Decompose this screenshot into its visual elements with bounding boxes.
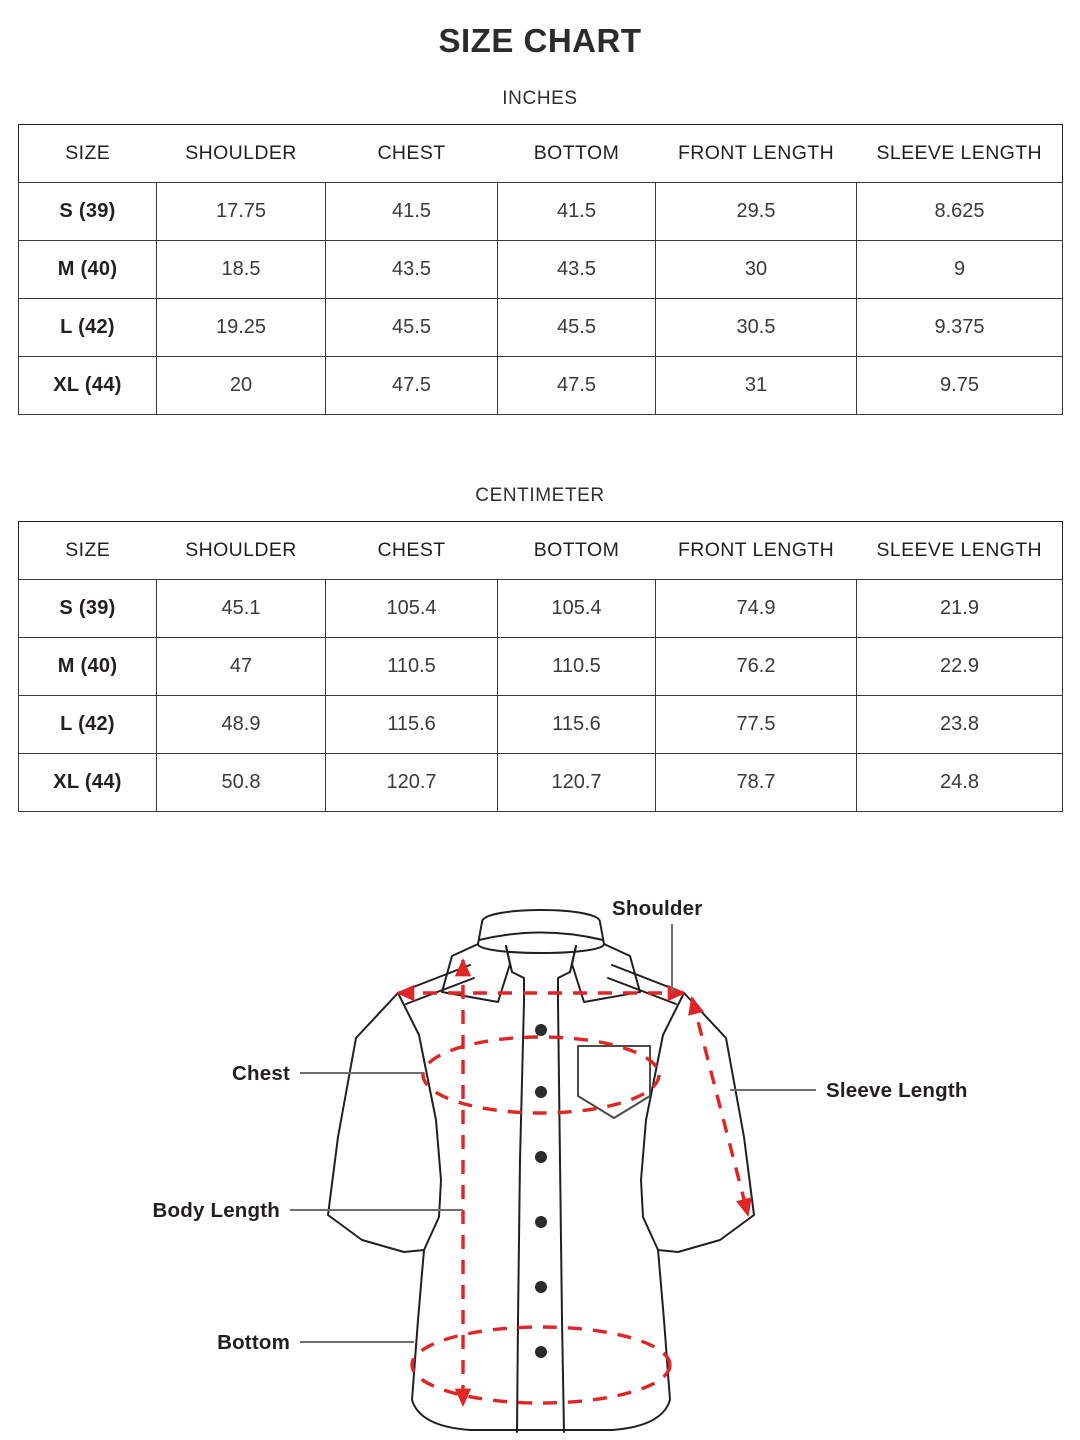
cell-shoulder: 18.5 [157,241,326,299]
cell-bottom: 120.7 [498,754,656,812]
cell-front-length: 30 [656,241,857,299]
cell-chest: 43.5 [326,241,498,299]
column-header-front-length: FRONT LENGTH [677,539,835,561]
cell-front-length: 76.2 [656,638,857,696]
column-header-front-length: FRONT LENGTH [677,142,835,164]
cell-chest: 115.6 [326,696,498,754]
collar-band-seam [479,933,603,941]
cell-size: S (39) [19,183,157,241]
left-sleeve-outline [328,993,424,1252]
chest-measure-ellipse [423,1037,659,1113]
label-body-length: Body Length [152,1199,280,1222]
cell-front-length: 29.5 [656,183,857,241]
column-header-chest: CHEST [377,539,446,561]
chest-pocket [578,1046,650,1118]
column-header-bottom: BOTTOM [533,142,620,164]
cell-size: L (42) [19,696,157,754]
column-header-shoulder: SHOULDER [185,142,297,164]
left-sleeve-seam [398,993,441,1250]
cell-shoulder: 50.8 [157,754,326,812]
cell-front-length: 77.5 [656,696,857,754]
cell-chest: 45.5 [326,299,498,357]
placket-left-edge [517,1002,524,1432]
cell-front-length: 78.7 [656,754,857,812]
table-row [19,696,1063,754]
cell-shoulder: 45.1 [157,580,326,638]
size-table-inches [18,124,1063,415]
column-header-size: SIZE [65,539,111,561]
column-header-shoulder: SHOULDER [185,539,297,561]
cell-sleeve-length: 9.375 [857,299,1063,357]
cell-shoulder: 19.25 [157,299,326,357]
button-icon [535,1281,547,1293]
button-icon [535,1086,547,1098]
cell-sleeve-length: 9 [857,241,1063,299]
shirt-measurement-diagram [0,860,1080,1440]
cell-sleeve-length: 24.8 [857,754,1063,812]
table-row [19,183,1063,241]
size-table-centimeter [18,521,1063,812]
table-header-row [19,125,1063,183]
cell-chest: 120.7 [326,754,498,812]
left-yoke-top [398,965,470,993]
button-icon [535,1216,547,1228]
cell-sleeve-length: 23.8 [857,696,1063,754]
cell-shoulder: 17.75 [157,183,326,241]
button-group [535,1024,547,1358]
measurement-guides [398,960,748,1405]
cell-size: XL (44) [19,754,157,812]
cell-size: M (40) [19,241,157,299]
table-header-row [19,522,1063,580]
cell-shoulder: 47 [157,638,326,696]
cell-shoulder: 48.9 [157,696,326,754]
cell-front-length: 30.5 [656,299,857,357]
cell-sleeve-length: 8.625 [857,183,1063,241]
label-shoulder: Shoulder [612,897,703,920]
cell-chest: 105.4 [326,580,498,638]
column-header-chest: CHEST [377,142,446,164]
cell-chest: 41.5 [326,183,498,241]
button-icon [535,1024,547,1036]
centimeter-table-caption: CENTIMETER [475,485,605,506]
table-row [19,241,1063,299]
cell-bottom: 47.5 [498,357,656,415]
placket-right-edge [558,1002,564,1432]
cell-chest: 110.5 [326,638,498,696]
right-sleeve-outline [658,993,754,1252]
cell-sleeve-length: 22.9 [857,638,1063,696]
cell-size: S (39) [19,580,157,638]
right-sleeve-seam [641,993,684,1250]
column-header-sleeve-length: SLEEVE LENGTH [876,142,1043,164]
table-row [19,580,1063,638]
cell-size: M (40) [19,638,157,696]
label-bottom: Bottom [217,1331,290,1354]
cell-bottom: 115.6 [498,696,656,754]
cell-size: L (42) [19,299,157,357]
label-chest: Chest [232,1062,290,1085]
column-header-size: SIZE [65,142,111,164]
right-yoke-bottom [608,978,676,1004]
table-row [19,357,1063,415]
cell-bottom: 43.5 [498,241,656,299]
cell-bottom: 110.5 [498,638,656,696]
cell-size: XL (44) [19,357,157,415]
right-yoke-top [612,965,684,993]
cell-front-length: 74.9 [656,580,857,638]
button-icon [535,1151,547,1163]
cell-bottom: 105.4 [498,580,656,638]
cell-front-length: 31 [656,357,857,415]
column-header-bottom: BOTTOM [533,539,620,561]
cell-sleeve-length: 21.9 [857,580,1063,638]
cell-shoulder: 20 [157,357,326,415]
column-header-sleeve-length: SLEEVE LENGTH [876,539,1043,561]
leader-lines [290,924,816,1342]
cell-bottom: 45.5 [498,299,656,357]
cell-sleeve-length: 9.75 [857,357,1063,415]
label-sleeve-length: Sleeve Length [826,1079,968,1102]
inches-table-caption: INCHES [502,88,578,109]
table-row [19,754,1063,812]
bottom-measure-ellipse [412,1327,670,1403]
page-title: SIZE CHART [438,22,642,59]
body-right-edge [612,1250,670,1430]
button-icon [535,1346,547,1358]
cell-chest: 47.5 [326,357,498,415]
table-row [19,299,1063,357]
cell-bottom: 41.5 [498,183,656,241]
table-row [19,638,1063,696]
